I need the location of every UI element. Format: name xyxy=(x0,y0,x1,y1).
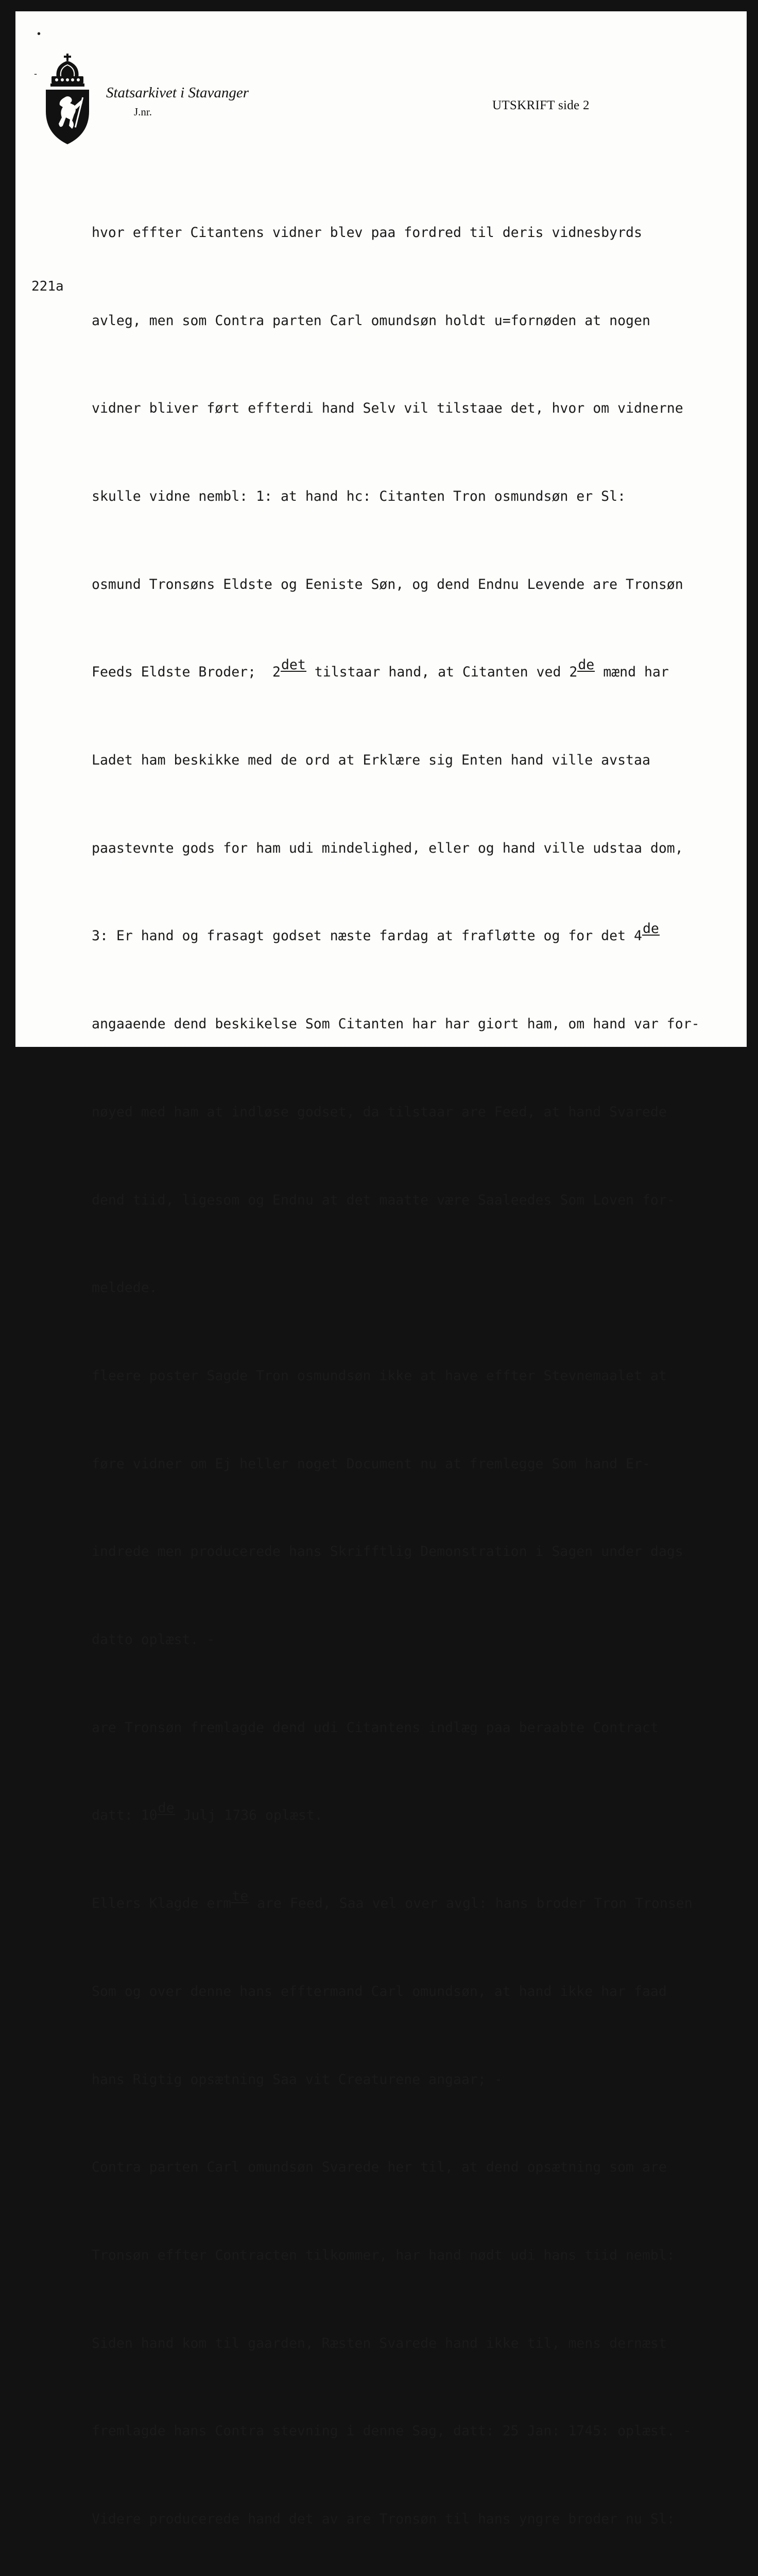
text-segment: Julj 1736 oplæst. xyxy=(175,1807,323,1824)
text-segment: Feeds Eldste Broder; 2 xyxy=(92,664,281,681)
text-line: Videre producerede hand det av are Tronsøn til hans yngre broder nu Sl: xyxy=(92,2511,675,2528)
text-segment: are Feed, Saa vel over avgl: hans broder Tron Tronsen xyxy=(249,1895,693,1912)
text-line xyxy=(92,1801,742,1831)
text-line: meldede. xyxy=(92,1280,158,1296)
text-segment: 3: Er hand og frasagt godset næste fardag at frafløtte og for det 4 xyxy=(92,928,642,944)
text-line: vidner bliver ført effterdi hand Selv vil tilstaae det, hvor om vidnerne xyxy=(92,400,683,417)
margin-page-reference: 221a xyxy=(31,279,64,294)
text-line: skulle vidne nembl: 1: at hand hc: Citanten Tron osmundsøn er Sl: xyxy=(92,488,626,504)
text-line: angaaende dend beskikelse Som Citanten har har giort ham, om hand var for- xyxy=(92,1016,700,1032)
text-line: datto oplæst. - xyxy=(92,1632,215,1648)
margin-mark-dash: - xyxy=(34,69,37,79)
superscript-ordinal: det xyxy=(281,657,306,673)
text-line: føre vidner om Ej heller noget Document nu at fremlegge Som hand Er- xyxy=(92,1455,650,1472)
text-segment: mænd har xyxy=(595,664,669,681)
norwegian-coat-of-arms-icon xyxy=(44,54,91,145)
transcription-body xyxy=(92,160,742,2576)
text-line xyxy=(92,922,742,951)
document-page-label: UTSKRIFT side 2 xyxy=(492,98,590,112)
text-line: paastevnte gods for ham udi mindelighed, eller og hand ville udstaa dom, xyxy=(92,840,683,856)
text-line: Siden hand kom til gaarden, Ræsten Svarede hand ikke til, mens dernæst xyxy=(92,2335,667,2351)
text-line: Tronsøn effter Contracten tilkommer, har hand nødt udi hans tiid nembl: xyxy=(92,2247,675,2263)
text-line: Som og over denne hans efftermand Carl omundsøn, at hand ikke har faad xyxy=(92,1983,667,1999)
text-line xyxy=(92,1889,742,1919)
margin-mark-dot: • xyxy=(37,28,41,40)
text-line: indrede men producerede hans Skrifftlig Demonstration i Sagen under dags xyxy=(92,1544,683,1560)
text-segment: Ellers Klagde erm xyxy=(92,1895,232,1912)
text-line: hvor effter Citantens vidner blev paa fordred til deris vidnesbyrds xyxy=(92,224,642,241)
text-line: Contra parten Carl omundsøn Svarede her til, at dend opsætning som are xyxy=(92,2159,667,2176)
text-line: dend tiid, ligesom og Endnu at det maatte være Saaleedes Som Loven for- xyxy=(92,1192,675,1208)
text-line: osmund Tronsøns Eldste og Eeniste Søn, og dend Endnu Levende are Tronsøn xyxy=(92,576,683,592)
text-line: are Tronsøn fremlagde dend udi Citantens indlæg paa beraabte Contract xyxy=(92,1719,659,1736)
text-line xyxy=(92,658,742,687)
superscript-ordinal: de xyxy=(158,1800,175,1817)
text-segment: tilstaar hand, at Citanten ved 2 xyxy=(306,664,578,681)
text-line: Ladet ham beskikke med de ord at Erklære sig Enten hand ville avstaa xyxy=(92,752,650,769)
archive-name: Statsarkivet i Stavanger xyxy=(106,84,249,101)
text-line: avleg, men som Contra parten Carl omundsøn holdt u=fornøden at nogen xyxy=(92,312,650,329)
text-line: hans Rigtig opsætning Saa vit Creaturene angaar; - xyxy=(92,2071,503,2088)
text-line: nøyed med ham at indløse godset, da tilstaar are Feed, at hand Svarede xyxy=(92,1104,667,1120)
journal-number-label: J.nr. xyxy=(134,106,152,118)
superscript-ordinal: de xyxy=(642,921,659,937)
superscript-ordinal: de xyxy=(578,657,595,673)
text-segment: datt: 10 xyxy=(92,1807,158,1824)
text-line: fremlagde hans Contra stevning i denne Sag, datt: 25 Jan: 1745: oplæst. - xyxy=(92,2423,692,2439)
superscript-abbreviation: te xyxy=(232,1888,249,1905)
text-line: fleere poster Sagde Tron osmundsøn ikke at have effter Stevnemaalet at xyxy=(92,1367,667,1384)
